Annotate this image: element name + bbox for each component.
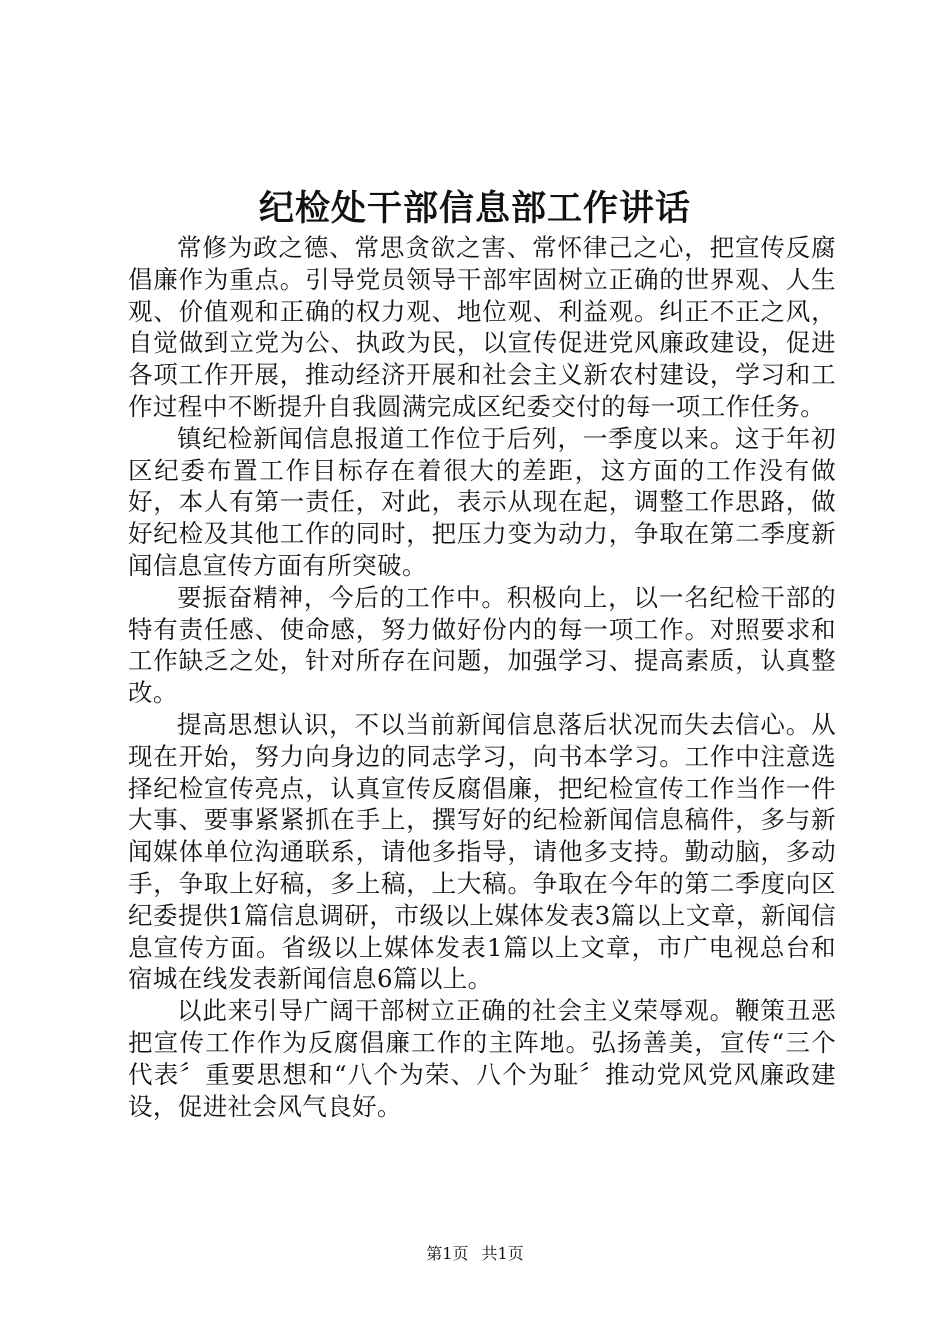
page-number-total: 共1页 [481, 1244, 524, 1263]
document-title: 纪检处干部信息部工作讲话 [258, 188, 691, 229]
paragraph-1: 常修为政之德、常思贪欲之害、常怀律己之心，把宣传反腐倡廉作为重点。引导党员领导干部牢固树立正确的世界观、人生观、价值观和正确的权力观、地位观、利益观。纠正不正之风，自觉做到立党为公、执政为民，以宣传促进党风廉政建设，促进各项工作开展，推动经济开展和社会主义新农村建设，学习和工作过程中不断提升自我圆满完成区纪委交付的每一项工作任务。 [128, 233, 836, 421]
page-footer [0, 1243, 950, 1265]
page-number-current: 第1页 [426, 1244, 469, 1263]
paragraph-5: 以此来引导广阔干部树立正确的社会主义荣辱观。鞭策丑恶把宣传工作作为反腐倡廉工作的主阵地。弘扬善美，宣传“三个代表〞重要思想和“八个为荣、八个为耻〞推动党风党风廉政建设，促进社会风气良好。 [128, 996, 836, 1121]
document-body [128, 232, 836, 1122]
paragraph-4: 提高思想认识，不以当前新闻信息落后状况而失去信心。从现在开始，努力向身边的同志学习，向书本学习。工作中注意选择纪检宣传亮点，认真宣传反腐倡廉，把纪检宣传工作当作一件大事、要事紧紧抓在手上，撰写好的纪检新闻信息稿件，多与新闻媒体单位沟通联系，请他多指导，请他多支持。勤动脑，多动手，争取上好稿，多上稿，上大稿。争取在今年的第二季度向区纪委提供1篇信息调研，市级以上媒体发表3篇以上文章，新闻信息宣传方面。省级以上媒体发表1篇以上文章，市广电视总台和宿城在线发表新闻信息6篇以上。 [128, 709, 836, 994]
paragraph-2: 镇纪检新闻信息报道工作位于后列，一季度以来。这于年初区纪委布置工作目标存在着很大的差距，这方面的工作没有做好，本人有第一责任，对此，表示从现在起，调整工作思路，做好纪检及其他工作的同时，把压力变为动力，争取在第二季度新闻信息宣传方面有所突破。 [128, 423, 836, 580]
paragraph-3: 要振奋精神，今后的工作中。积极向上，以一名纪检干部的特有责任感、使命感，努力做好份内的每一项工作。对照要求和工作缺乏之处，针对所存在问题，加强学习、提高素质，认真整改。 [128, 582, 836, 708]
